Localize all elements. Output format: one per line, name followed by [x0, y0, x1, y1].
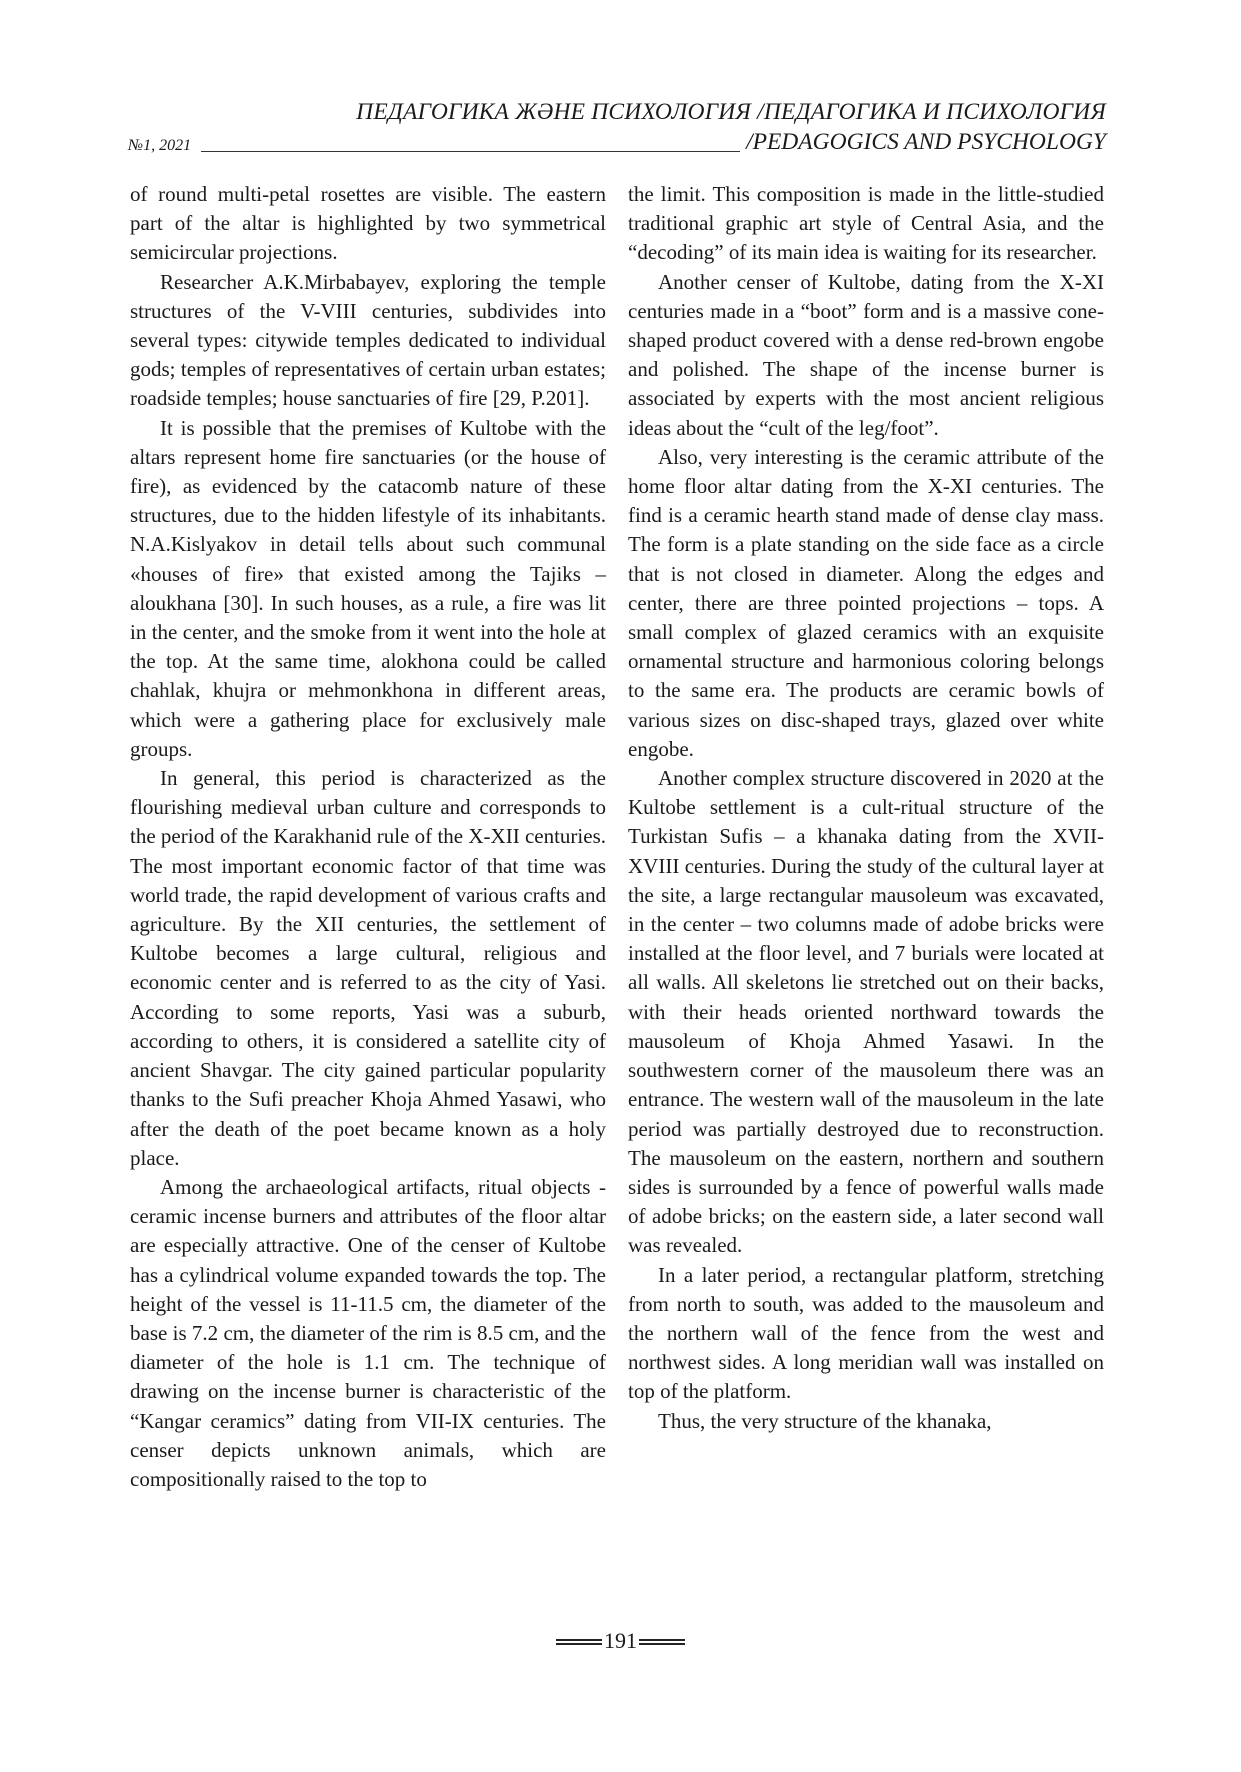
running-header: [128, 97, 1106, 157]
paragraph: Another complex structure discovered in 2020 at the Kultobe settlement is a cult-ritual structure of the Turkistan Sufis – a khanaka dating from the XVII-XVIII centuries. During the study of the cultural layer at the site, a large rectangular mausoleum was excavated, in the center – two columns made of adobe bricks were installed at the floor level, and 7 burials were located at all walls. All skeletons lie stretched out on their backs, with their heads oriented northward towards the mausoleum of Khoja Ahmed Yasawi. In the southwestern corner of the mausoleum there was an entrance. The western wall of the mausoleum in the late period was partially destroyed due to reconstruction. The mausoleum on the eastern, northern and southern sides is surrounded by a fence of powerful walls made of adobe bricks; on the eastern side, a later second wall was revealed.: [628, 766, 1104, 1258]
journal-title-en: /PEDAGOGICS AND PSYCHOLOGY: [746, 129, 1106, 155]
paragraph: Among the archaeological artifacts, ritual objects - ceramic incense burners and attributes of the floor altar are especially attractive. One of the censer of Kultobe has a cylindrical volume expanded towards the top. The height of the vessel is 11-11.5 cm, the diameter of the base is 7.2 cm, the diameter of the rim is 8.5 cm, and the diameter of the hole is 1.1 cm. The technique of drawing on the incense burner is characteristic of the “Kangar ceramics” dating from VII-IX centuries. The censer depicts unknown animals, which are compositionally raised to the top to: [130, 1174, 606, 1491]
paragraph: In general, this period is characterized as the flourishing medieval urban culture and corresponds to the period of the Karakhanid rule of the X-XII centuries. The most important economic factor of that time was world trade, the rapid development of various crafts and agriculture. By the XII centuries, the settlement of Kultobe becomes a large cultural, religious and economic center and is referred to as the city of Yasi. According to some reports, Yasi was a suburb, according to others, it is considered a satellite city of ancient Shavgar. The city gained particular popularity thanks to the Sufi preacher Khoja Ahmed Yasawi, who after the death of the poet became known as a holy place.: [130, 766, 606, 1170]
header-line: [128, 127, 1106, 157]
page-number-rule-right: [639, 1639, 685, 1645]
journal-title: ПЕДАГОГИКА ЖӘНЕ ПСИХОЛОГИЯ /ПЕДАГОГИКА И ПСИХОЛОГИЯ: [356, 99, 1106, 125]
paragraph: Thus, the very structure of the khanaka,: [658, 1408, 992, 1433]
paragraph: of round multi-petal rosettes are visible. The eastern part of the altar is highlighted by two symmetrical semicircular projections.: [130, 182, 606, 265]
page-footer: [0, 1628, 1241, 1654]
paragraph: In a later period, a rectangular platform, stretching from north to south, was added to the mausoleum and the northern wall of the fence from the west and northwest sides. A long meridian wall was installed on top of the platform.: [628, 1262, 1104, 1404]
paragraph: It is possible that the premises of Kultobe with the altars represent home fire sanctuaries (or the house of fire), as evidenced by the catacomb nature of these structures, due to the hidden lifestyle of its inhabitants. N.A.Kislyakov in detail tells about such communal «houses of fire» that existed among the Tajiks – aloukhana [30]. In such houses, as a rule, a fire was lit in the center, and the smoke from it went into the hole at the top. At the same time, alokhona could be called chahlak, khujra or mehmonkhona in different areas, which were a gathering place for exclusively male groups.: [130, 415, 606, 761]
issue-number: №1, 2021: [128, 137, 192, 154]
header-rule: [201, 151, 740, 152]
left-column: [130, 180, 606, 1494]
paragraph: the limit. This composition is made in the little-studied traditional graphic art style of Central Asia, and the “decoding” of its main idea is waiting for its researcher.: [628, 182, 1104, 265]
paragraph: Another censer of Kultobe, dating from the X-XI centuries made in a “boot” form and is a massive cone-shaped product covered with a dense red-brown engobe and polished. The shape of the incense burner is associated by experts with the most ancient religious ideas about the “cult of the leg/foot”.: [628, 269, 1104, 440]
paragraph: Also, very interesting is the ceramic attribute of the home floor altar dating from the X-XI centuries. The find is a ceramic hearth stand made of dense clay mass. The form is a plate standing on the side face as a circle that is not closed in diameter. Along the edges and center, there are three pointed projections – tops. A small complex of glazed ceramics with an exquisite ornamental structure and harmonious coloring belongs to the same era. The products are ceramic bowls of various sizes on disc-shaped trays, glazed over white engobe.: [628, 444, 1104, 761]
page-number: 191: [604, 1628, 637, 1653]
paragraph: Researcher A.K.Mirbabayev, exploring the temple structures of the V-VIII centuries, subdivides into several types: citywide temples dedicated to individual gods; temples of representatives of certain urban estates; roadside temples; house sanctuaries of fire [29, P.201].: [130, 269, 606, 411]
right-column: [628, 180, 1104, 1436]
page-number-rule-left: [556, 1639, 602, 1645]
